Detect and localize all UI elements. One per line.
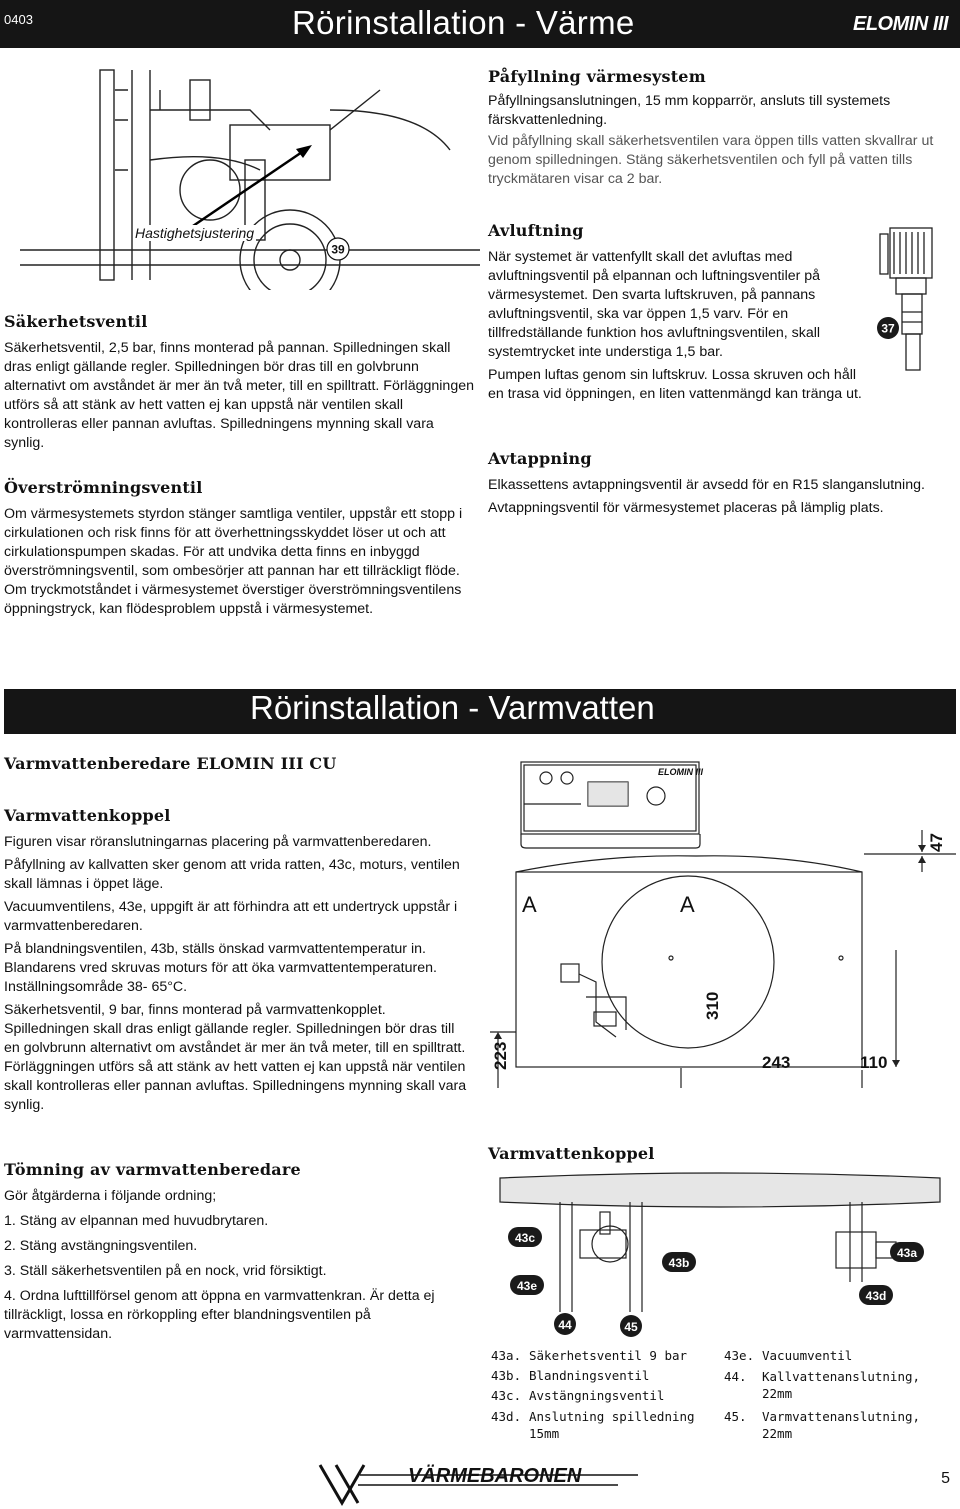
badge-37-text: 37 [881,321,895,336]
coupling-figure-heading: Varmvattenkoppel [488,1144,655,1163]
drain-section [488,449,953,520]
badge-39 [326,237,350,261]
heater-title: Varmvattenberedare ELOMIN III CU [4,754,337,773]
coupling-p5: Säkerhetsventil, 9 bar, finns monterad på varmvattenkopplet. Spilledningen skall dras enligt gällande regler. Spilledningen bör dras till en golvbrunn alternativt om avståndet är mer än två meter, till en spilltratt. Förläggningen utförs så att stänk av hett vatten ej kan uppstå när ventilen skall kontrolleras eller pannan avluftas. Spilledningens mynning skall vara synlig. [4,1002,467,1113]
legend-left [491,1346,713,1442]
tag-43d: 43d [865,1289,887,1303]
footer-logo [318,1459,648,1509]
coupling-p4: På blandningsventilen, 43b, ställs önskad varmvattentemperatur in. Blandarens vred skruvas moturs för att öka varmvattentemperaturen. Inställningsområde 38- 65°C. [4,941,437,995]
venting-text-1: När systemet är vattenfyllt skall det avluftas med avluftningsventil på elpannan och luftningsventiler på värmesystemet. Den svarta luftskruven, på pannans avluftningsventil, ska var öppen 1,5 varv. För en tillfredställande funktion hos avluftningsventilen, skall systemtrycket inte understiga 1,5 bar. [488,249,821,360]
emptying-step: 3. Ställ säkerhetsventilen på en nock, vrid försiktigt. [4,1263,327,1279]
tag-43e: 43e [516,1279,538,1293]
footer-logo-text: VÄRMEBARONEN [408,1465,582,1487]
legend-item: 45. Varmvattenanslutning, 22mm [724,1409,921,1441]
legend-item: 43e. Vacuumventil [724,1348,853,1363]
venting-text-2: Pumpen luftas genom sin luftskruv. Lossa skruven och håll en trasa vid öppningen, en liten vattenmängd kan tränga ut. [488,367,862,402]
label-a-right: A [680,892,695,917]
drain-text-2: Avtappningsventil för värmesystemet placeras på lämplig plats. [488,500,884,516]
legend-item: 43a. Säkerhetsventil 9 bar [491,1348,688,1363]
dim-110: 110 [860,1053,888,1072]
venting-section [488,221,863,406]
overflow-valve-title: Överströmningsventil [4,478,203,497]
tank-drawing [486,752,956,1088]
badge-39-text: 39 [331,242,345,257]
page-number: 5 [941,1470,950,1487]
emptying-section [4,1160,470,1350]
emptying-step: 4. Ordna lufttillförsel genom att öppna en varmvattenkran. Är detta ej tillräckligt, lossa en rörkoppling efter blandningsventilen på varmvattensidan. [4,1288,435,1342]
coupling-section [4,806,470,1117]
emptying-step: 1. Stäng av elpannan med huvudbrytaren. [4,1213,269,1229]
tag-43b: 43b [668,1256,690,1270]
safety-valve-title: Säkerhetsventil [4,312,148,331]
tank-brand-text: ELOMIN III [658,767,703,777]
drain-title: Avtappning [488,449,592,468]
coupling-p2: Påfyllning av kallvatten sker genom att vrida ratten, 43c, moturs, ventilen skall lämnas i öppet läge. [4,857,460,892]
filling-text-1: Påfyllningsanslutningen, 15 mm kopparrör, ansluts till systemets färskvattenledning. [488,93,891,128]
tag-43c: 43c [514,1231,536,1245]
vent-valve-illustration [866,226,946,396]
tag-43a: 43a [896,1246,918,1260]
dim-223: 223 [491,1041,510,1070]
legend-item: 44. Kallvattenanslutning, 22mm [724,1369,921,1401]
legend-item: 43b. Blandningsventil [491,1368,650,1383]
coupling-illustration [490,1172,950,1340]
dim-310: 310 [703,991,722,1020]
legend-right [724,1346,956,1442]
heater-section [4,754,474,773]
coupling-title: Varmvattenkoppel [4,806,171,825]
speed-adjust-label: Hastighetsjustering [135,225,255,241]
overflow-valve-text: Om värmesystemets styrdon stänger samtliga ventiler, uppstår ett stopp i cirkulationen och risk finns för att överhettningsskyddet löser ut och att cirkulationspumpen skadas. För att undvika detta finns en inbyggd överströmningsventil, som ombesörjer att pannan har ett tillräckligt flöde. Om tryckmotståndet i värmesystemet överstiger överströmningsventilens öppningstryck, kan flödesproblem uppstå i värmesystemet. [4,506,463,617]
safety-valve-text: Säkerhetsventil, 2,5 bar, finns monterad på pannan. Spilledningen skall dras enligt gällande regler. Spilledningen bör dras till en golvbrunn alternativt om avståndet är mer än två meter, till en spilltratt. Förläggningen utförs så att stänk av hett vatten ej kan uppstå när ventilen skall kontrolleras eller pannan avluftas. Spilledningens mynning skall vara synlig. [4,340,474,451]
brand-logo: ELOMIN III [853,13,948,35]
filling-title: Påfyllning värmesystem [488,67,706,86]
coupling-p1: Figuren visar röranslutningarnas placering på varmvattenberedaren. [4,834,432,850]
page-title: Rörinstallation - Värme [292,4,635,41]
venting-title: Avluftning [488,221,584,240]
legend-item: 43d. Anslutning spilledning 15mm [491,1409,695,1441]
emptying-step: 2. Stäng avstängningsventilen. [4,1238,198,1254]
safety-valve-section [4,312,474,455]
label-a-left: A [522,892,537,917]
emptying-title: Tömning av varmvattenberedare [4,1160,301,1179]
section-title: Rörinstallation - Varmvatten [250,689,655,726]
tag-45: 45 [624,1320,638,1334]
pump-illustration [0,50,480,290]
coupling-figure-title [488,1144,655,1163]
filling-section [488,67,950,191]
tag-44: 44 [558,1318,572,1332]
emptying-steps [4,1212,470,1344]
filling-text-2: Vid påfyllning skall säkerhetsventilen vara öppen tills vatten skvallrar ut genom spilledningen. Stäng säkerhetsventilen och fyll på vatten tills tryckmätaren visar ca 2 bar. [488,133,934,187]
emptying-intro: Gör åtgärderna i följande ordning; [4,1188,217,1204]
dim-243: 243 [762,1053,791,1072]
dim-47: 47 [927,833,946,852]
drain-text-1: Elkassettens avtappningsventil är avsedd för en R15 slanganslutning. [488,477,925,493]
overflow-valve-section [4,478,474,621]
coupling-p3: Vacuumventilens, 43e, uppgift är att förhindra att ett undertryck uppstår i varmvattenberedaren. [4,899,458,934]
doc-number: 0403 [4,12,33,27]
legend-item: 43c. Avstängningsventil [491,1388,665,1403]
